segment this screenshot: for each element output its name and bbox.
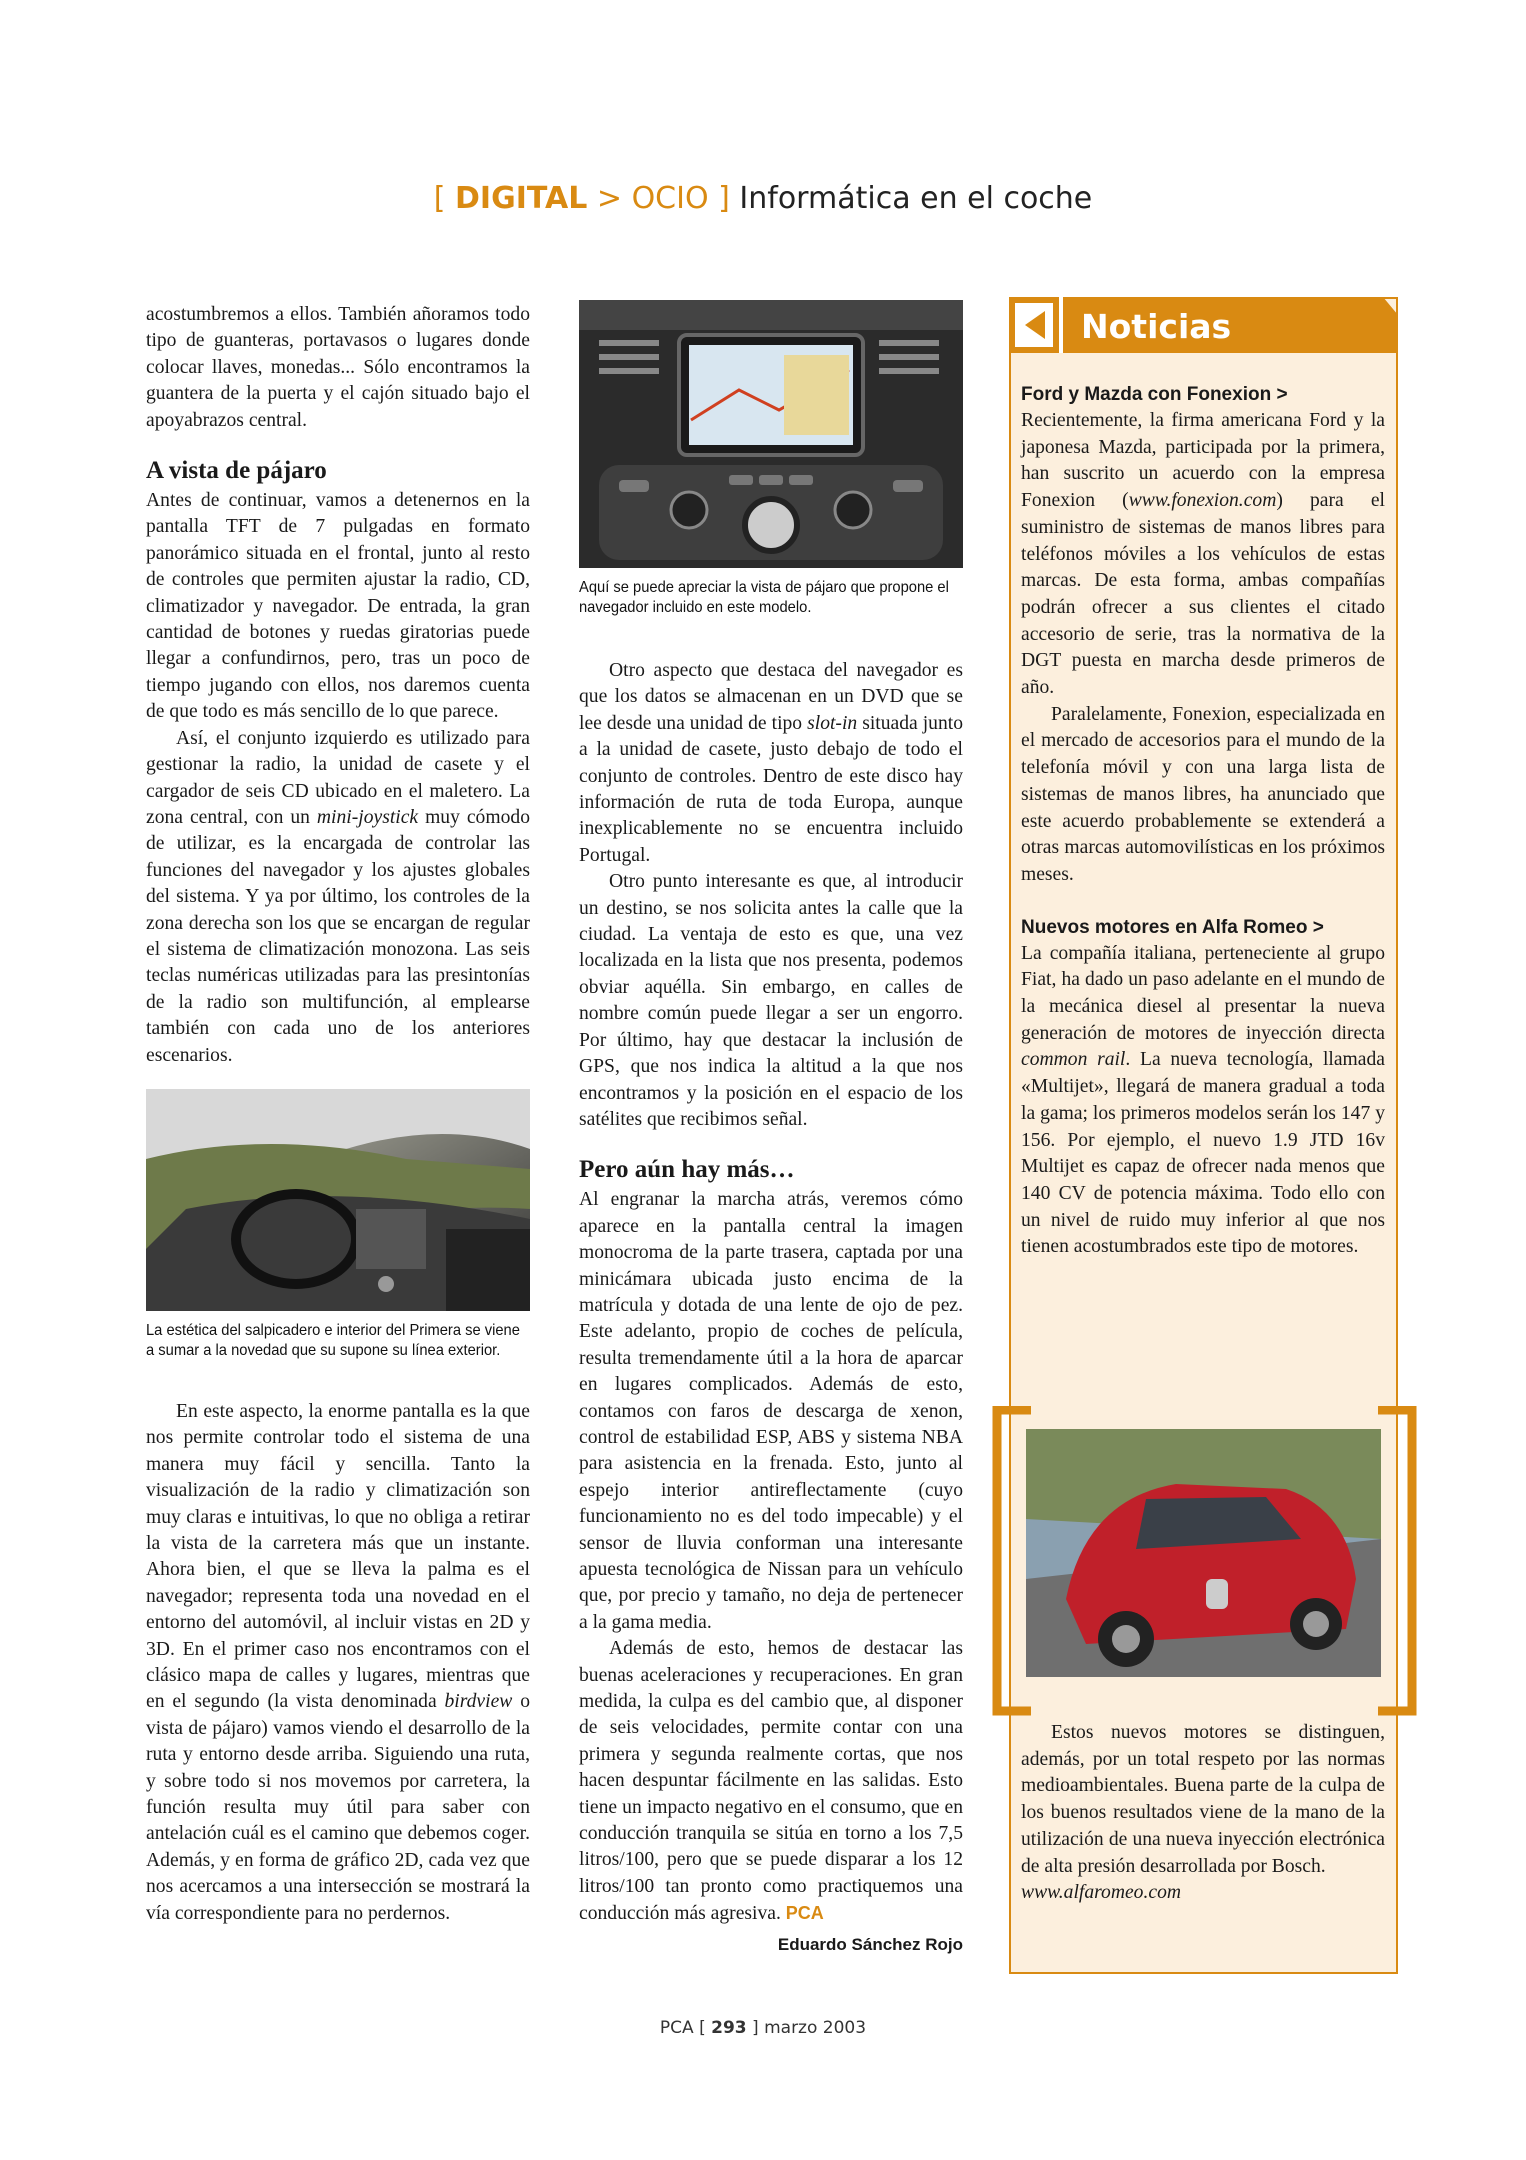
paragraph: Además de esto, hemos de destacar las buenas aceleraciones y recuperaciones. En gran medida, la culpa es del cambio que, al disponer de seis velocidades, permite contar con una primera y segunda realmente cortas, que nos hacen despuntar fácilmente en las salidas. Esto tiene un impacto negativo en el consumo, que en conducción tranquila se sitúa en torno a los 7,5 litros/100, pero que se puede disparar a los 12 litros/100 tan pronto como practiquemos una conducción más agresiva. PCA	[579, 1638, 963, 1925]
header-section: DIGITAL	[455, 181, 588, 216]
news-heading: Ford y Mazda con Fonexion >	[1021, 384, 1288, 405]
section-heading: Pero aún hay más…	[579, 1156, 795, 1184]
header-close-bracket: ]	[718, 181, 730, 216]
paragraph: Recientemente, la firma americana Ford y la japonesa Mazda, participada por la primera, han suscrito un acuerdo con la empresa Fonexion (www.fonexion.com) para el suministro de sistemas de manos libres para teléfonos móviles a los vehículos de estas marcas. De esta forma, ambas compañías podrán ofrecer a sus clientes el citado accesorio de serie, tras la normativa de la DGT puesta en marcha desde primeros de año.	[1021, 410, 1385, 699]
paragraph: La compañía italiana, perteneciente al grupo Fiat, ha dado un paso adelante en el mundo de la mecánica diesel al presentar la nueva generación de motores de inyección directa common rail. La nueva tecnología, llamada «Multijet», llegará de manera gradual a toda la gama; los primeros modelos serán los 147 y 156. Por ejemplo, el nuevo 1.9 JTD 16v Multijet es capaz de ofrecer nada menos que 140 CV de potencia máxima. Todo ello con un nivel de ruido muy inferior al que nos tienen acostumbrados este tipo de motores.	[1021, 942, 1385, 1258]
sidebar-content	[1021, 382, 1385, 1261]
paragraph: Estos nuevos motores se distinguen, además, por un total respeto por las normas medioambientales. Buena parte de la culpa de los buenos resultados viene de la mano de la utilización de una nueva inyección electrónica de alta presión desarrollada por Bosch.	[1021, 1722, 1385, 1877]
author-byline: Eduardo Sánchez Rojo	[777, 1934, 963, 1954]
footer-magazine: PCA	[659, 2018, 694, 2038]
section-heading: A vista de pájaro	[146, 457, 327, 485]
page-number: 293	[711, 2018, 747, 2038]
car-interior-photo	[146, 1089, 530, 1311]
paragraph: Otro punto interesante es que, al introducir un destino, se nos solicita antes la calle que la ciudad. La ventaja de esto es que, una vez localizada en la lista que nos presenta, podemos obviar aquélla. Sin embargo, en calles de nombre común puede llegar a ser un engorro. Por último, hay que destacar la inclusión de GPS, que nos indica la altitud a la que nos encontramos y la posición en el espacio de los satélites que recibimos señal.	[579, 871, 963, 1130]
alfa-romeo-car-photo	[1026, 1429, 1381, 1677]
footer-bracket: ]	[752, 2018, 759, 2038]
header-title: Informática en el coche	[739, 181, 1093, 216]
header-separator: >	[596, 181, 623, 216]
website-link[interactable]: www.alfaromeo.com	[1021, 1882, 1182, 1904]
header-subsection: OCIO	[631, 181, 709, 216]
paragraph: Al engranar la marcha atrás, veremos cómo aparece en la pantalla central la imagen monocroma de la parte trasera, captada por una minicámara ubicada justo encima de la matrícula y dotada de una lente de ojo de pez. Este adelanto, propio de coches de película, resulta tremendamente útil a la hora de aparcar en lugares complicados. Además de esto, contamos con faros de descarga de xenon, control de estabilidad ESP, ABS y sistema NBA para asistencia en la frenada. Esto, junto al espejo interior antireflectamente (cuyo funcionamiento no es del todo impecable) y el sensor de lluvia conforman una interesante apuesta tecnológica de Nissan para un vehículo que, por precio y tamaño, no deja de pertenecer a la gama media.	[579, 1189, 963, 1633]
photo-caption: Aquí se puede apreciar la vista de pájaro que propone el navegador incluido en este modelo.	[579, 579, 949, 616]
article-column-1	[146, 302, 530, 1927]
paragraph: acostumbremos a ellos. También añoramos todo tipo de guanteras, portavasos o lugares donde colocar llaves, monedas... Sólo encontramos la guantera de la puerta y el cajón situado bajo el apoyabrazos central.	[146, 304, 530, 431]
paragraph: Otro aspecto que destaca del navegador es que los datos se almacenan en un DVD que se lee desde una unidad de tipo slot-in situada junto a la unidad de casete, justo debajo de todo el conjunto de controles. Dentro de este disco hay información de ruta de toda Europa, aunque inexplicablemente no se encuentra incluido Portugal.	[579, 660, 964, 866]
footer-bracket: [	[699, 2018, 706, 2038]
paragraph: Antes de continuar, vamos a detenernos en la pantalla TFT de 7 pulgadas en formato panorámico situada en el frontal, junto al resto de controles que permiten ajustar la radio, CD, climatizador y navegador. De entrada, la gran cantidad de botones y ruedas giratorias puede llegar a confundirnos, pero, tras un poco de tiempo jugando con ellos, nos daremos cuenta de que todo es más sencillo de lo que parece.	[146, 490, 530, 723]
news-sidebar	[1009, 297, 1398, 1974]
section-header	[0, 181, 1526, 216]
navigation-dashboard-photo	[579, 300, 963, 568]
paragraph: Paralelamente, Fonexion, especializada en el mercado de accesorios para el mundo de la telefonía móvil y con una larga lista de sistemas de manos libres, ha anunciado que este acuerdo probablemente se extenderá a otras marcas automovilísticas en los próximos meses.	[1021, 703, 1385, 885]
paragraph: Así, el conjunto izquierdo es utilizado para gestionar la radio, la unidad de casete y el cargador de seis CD ubicado en el maletero. La zona central, con un mini-joystick muy cómodo de utilizar, es la encargada de controlar las funciones del navegador y los ajustes globales del sistema. Y ya por último, los controles de la zona derecha son los que se encargan de regular el sistema de climatización monozona. Las seis teclas numéricas utilizadas para las presintonías de la radio son multifunción, al emplearse también con cada uno de los anteriores escenarios.	[146, 727, 530, 1066]
footer-date: marzo 2003	[764, 2018, 867, 2038]
photo-caption: La estética del salpicadero e interior del Primera se viene a sumar a la novedad que su supone su línea exterior.	[146, 1321, 520, 1359]
sidebar-title: Noticias	[1081, 307, 1232, 346]
paragraph: En este aspecto, la enorme pantalla es la que nos permite controlar todo el sistema de una manera muy fácil y sencilla. Tanto la visualización de la radio y climatización son muy claras e intuitivas, lo que no obliga a retirar la vista de la carretera más que un instante. Ahora bien, el que se lleva la palma es el navegador; representa toda una novedad en el entorno del automóvil, al incluir vistas en 2D y 3D. En el primer caso nos encontramos con el clásico mapa de calles y lugares, mientras que en el segundo (la vista denominada birdview o vista de pájaro) vamos viendo el desarrollo de la ruta y entorno desde arriba. Siguiendo una ruta, y sobre todo si nos movemos por carretera, la función resulta muy útil para saber con antelación cuál es el camino que debemos coger. Además, y en forma de gráfico 2D, cada vez que nos acercamos a una intersección se mostrará la vía correspondiente para no perdernos.	[146, 1400, 530, 1924]
news-heading: Nuevos motores en Alfa Romeo >	[1021, 916, 1324, 938]
sidebar-content-bottom	[1021, 1720, 1385, 1907]
header-open-bracket: [	[433, 181, 446, 216]
article-column-2	[579, 300, 963, 1958]
pca-signature: PCA	[785, 1903, 824, 1924]
page-footer	[0, 2018, 1526, 2038]
